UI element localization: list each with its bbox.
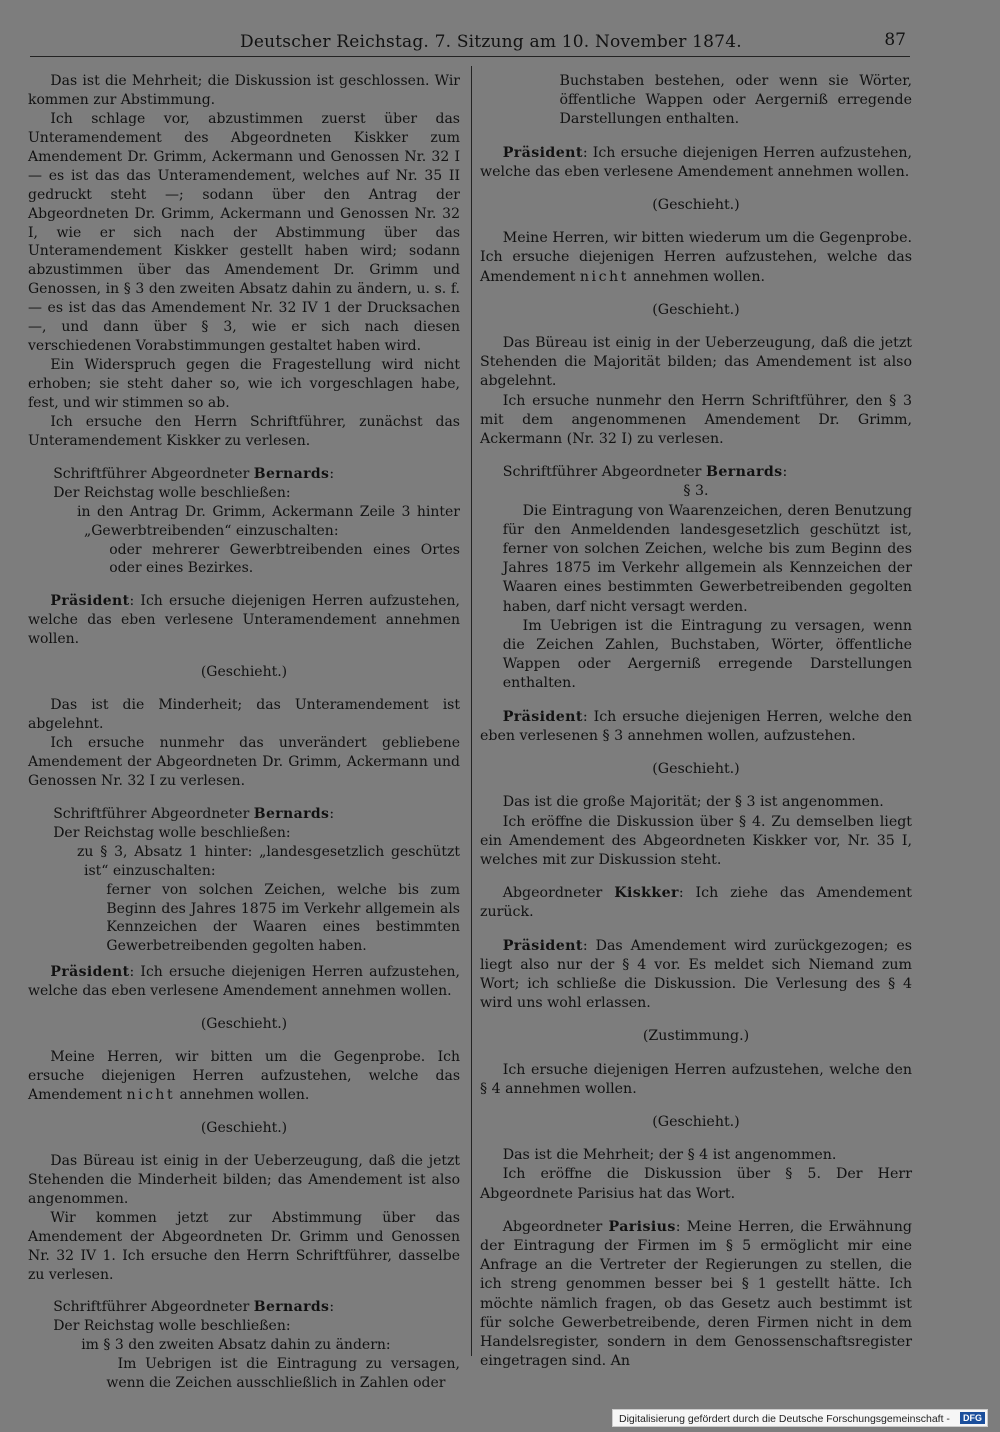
left-column	[28, 72, 460, 1393]
speaker-name: Bernards	[253, 805, 330, 822]
paragraph: Das ist die Mehrheit; die Diskussion ist geschlossen. Wir kommen zur Abstimmung.	[28, 73, 460, 108]
footer-text: Digitalisierung gefördert durch die Deutsche Forschungsgemeinschaft -	[619, 1413, 950, 1425]
president-label: Präsident	[502, 937, 583, 954]
speaker-role: Schriftführer Abgeordneter	[53, 805, 254, 822]
digitization-footer	[612, 1409, 988, 1427]
speaker-role: Schriftführer Abgeordneter	[502, 464, 706, 481]
statement-text: : Ich ersuche diejenigen Herren aufzustehen, welche das eben verlesene Amendement annehmen wollen.	[28, 964, 460, 1000]
emphasis-nicht: nicht	[579, 268, 629, 285]
speaker-role: Abgeordneter	[502, 1218, 609, 1235]
colon: :	[329, 465, 335, 482]
motion-intro: Der Reichstag wolle beschließen:	[53, 1318, 291, 1335]
speaker-line	[28, 805, 460, 824]
statement-text: : Ich ersuche diejenigen Herren, welche den eben verlesenen § 3 annehmen wollen, aufzustehen.	[480, 708, 912, 744]
motion-quote: ferner von solchen Zeichen, welche bis zum Beginn des Jahres 1875 im Verkehr allgemein als Kennzeichen der Waaren eines bestimmten Gewerbetreibenden gegolten haben.	[106, 881, 460, 955]
statement-text: : Das Amendement wird zurückgezogen; es liegt also nur der § 4 vor. Es meldet sich Niemand zum Wort; ich schließe die Diskussion. Die Verlesung des § 4 wird uns wohl erlassen.	[480, 937, 912, 1012]
paragraph: Das ist die Minderheit; das Unteramendement ist abgelehnt.	[28, 697, 460, 733]
paragraph: Ich eröffne die Diskussion über § 4. Zu demselben liegt ein Amendement des Abgeordneten Kiskker vor, Nr. 35 I, welches mit zur Diskussion steht.	[480, 813, 912, 868]
paragraph: Ich ersuche nunmehr das unverändert gebliebene Amendement der Abgeordneten Dr. Grimm, Ackermann und Genossen Nr. 32 I zu verlesen.	[28, 735, 460, 789]
column-divider	[471, 66, 472, 1356]
stage-direction: (Geschieht.)	[200, 1016, 288, 1033]
speaker-name: Parisius	[608, 1218, 676, 1235]
speaker-name: Kiskker	[614, 885, 679, 902]
paragraph: Das ist die große Majorität; der § 3 ist angenommen.	[502, 794, 884, 811]
paragraph: Ich ersuche nunmehr den Herrn Schriftführer, den § 3 mit dem angenommenen Amendement Dr. Grimm, Ackermann (Nr. 32 I) zu verlesen.	[480, 392, 912, 448]
colon: :	[782, 464, 788, 481]
speaker-line	[28, 1298, 460, 1317]
motion-intro: Der Reichstag wolle beschließen:	[53, 484, 291, 501]
text-span: annehmen wollen.	[628, 268, 765, 285]
stage-direction: (Geschieht.)	[652, 1113, 740, 1130]
speaker-statement	[480, 1218, 912, 1372]
president-label: Präsident	[50, 964, 130, 981]
paragraph: Das Büreau ist einig in der Ueberzeugung, daß die jetzt Stehenden die Minderheit bilden; das Amendement ist also angenommen.	[28, 1152, 460, 1207]
paragraph: Ein Widerspruch gegen die Fragestellung wird nicht erhoben; sie steht daher so, wie ich vorgeschlagen habe, fest, und wir stimmen so ab.	[28, 357, 460, 411]
president-label: Präsident	[502, 144, 583, 161]
president-statement	[28, 592, 460, 649]
stage-direction: (Zustimmung.)	[642, 1028, 750, 1045]
paragraph: Wir kommen jetzt zur Abstimmung über das Amendement der Abgeordneten Dr. Grimm und Genossen Nr. 32 IV 1. Ich ersuche den Herrn Schriftführer, dasselbe zu verlesen.	[28, 1209, 460, 1283]
right-column	[480, 72, 912, 1371]
speaker-name: Bernards	[253, 1299, 330, 1316]
motion-quote: oder mehrerer Gewerbtreibenden eines Ortes oder eines Bezirkes.	[109, 541, 460, 577]
president-statement	[480, 708, 912, 746]
statement-text: : Ich ersuche diejenigen Herren aufzustehen, welche das eben verlesene Amendement annehmen wollen.	[480, 144, 912, 180]
paragraph	[480, 229, 912, 287]
paragraph: Ich ersuche den Herrn Schriftführer, zunächst das Unteramendement Kiskker zu verlesen.	[28, 413, 460, 449]
speaker-name: Bernards	[253, 465, 330, 482]
paragraph	[28, 1048, 460, 1105]
stage-direction: (Geschieht.)	[652, 197, 740, 214]
president-label: Präsident	[502, 708, 583, 725]
statement-text: : Meine Herren, die Erwähnung der Eintragung der Firmen im § 5 ermöglicht mir eine Anfrage an die Vertreter der Regierungen zu stellen, die ich streng genommen besser bei § 1 gestellt hätte. Ich möchte nämlich fragen, ob das Gesetz auch bestimmt ist für solche Gewerbetreibende, deren Firmen nicht in dem Handelsregister, sondern in dem Genossenschaftsregister eingetragen sind. An	[480, 1218, 913, 1370]
president-statement	[28, 963, 460, 1001]
emphasis-nicht: nicht	[126, 1087, 176, 1103]
stage-direction: (Geschieht.)	[652, 301, 740, 318]
colon: :	[329, 1299, 335, 1316]
page-number: 87	[884, 30, 906, 50]
paragraph: Ich eröffne die Diskussion über § 5. Der Herr Abgeordnete Parisius hat das Wort.	[480, 1166, 912, 1202]
paragraph: Das Büreau ist einig in der Ueberzeugung, daß die jetzt Stehenden die Majorität bilden; das Amendement ist also abgelehnt.	[480, 335, 912, 390]
motion-text: im § 3 den zweiten Absatz dahin zu ändern:	[81, 1337, 391, 1354]
section-text: Die Eintragung von Waarenzeichen, deren Benutzung für den Anmeldenden landesgesetzlich geschützt ist, ferner von solchen Zeichen, welche bis zum Beginn des Jahres 1875 im Verkehr allgemein als Kennzeichen der Waaren eines bestimmten Gewerbetreibenden gegolten haben, darf nicht versagt werden.	[502, 502, 912, 615]
motion-text: zu § 3, Absatz 1 hinter: „landesgesetzlich geschützt ist“ einzuschalten:	[77, 843, 460, 879]
speaker-statement	[480, 884, 912, 922]
dfg-logo: DFG	[960, 1412, 985, 1424]
president-statement	[480, 937, 912, 1014]
header-title: Deutscher Reichstag. 7. Sitzung am 10. November 1874.	[240, 32, 742, 52]
president-label: Präsident	[50, 593, 130, 610]
stage-direction: (Geschieht.)	[200, 664, 288, 681]
statement-text: : Ich ersuche diejenigen Herren aufzustehen, welche das eben verlesene Unteramendement annehmen wollen.	[28, 593, 460, 648]
stage-direction: (Geschieht.)	[200, 1119, 288, 1136]
president-statement	[480, 144, 912, 182]
speaker-role: Abgeordneter	[502, 885, 615, 902]
speaker-name: Bernards	[705, 464, 783, 481]
speaker-role: Schriftführer Abgeordneter	[53, 1299, 254, 1316]
colon: :	[329, 805, 335, 822]
running-header	[30, 28, 910, 57]
section-text: Im Uebrigen ist die Eintragung zu versagen, wenn die Zeichen Zahlen, Buchstaben, Wörter, öffentliche Wappen oder Aergerniß erregende Darstellungen enthalten.	[502, 617, 912, 692]
paragraph: Das ist die Mehrheit; der § 4 ist angenommen.	[502, 1147, 837, 1164]
motion-text: in den Antrag Dr. Grimm, Ackermann Zeile 3 hinter „Gewerbtreibenden“ einzuschalten:	[77, 503, 460, 539]
speaker-line	[28, 465, 460, 484]
motion-quote: Im Uebrigen ist die Eintragung zu versagen, wenn die Zeichen ausschließlich in Zahlen oder	[106, 1356, 460, 1392]
statement-text: : Ich ziehe das Amendement zurück.	[480, 885, 912, 921]
stage-direction: (Geschieht.)	[652, 761, 740, 778]
text-span: Meine Herren, wir bitten wiederum um die Gegenprobe. Ich ersuche diejenigen Herren aufzustehen, welche das Amendement	[480, 230, 912, 285]
text-span: annehmen wollen.	[175, 1087, 310, 1103]
text-span: Meine Herren, wir bitten um die Gegenprobe. Ich ersuche diejenigen Herren aufzustehen, welche das Amendement	[28, 1049, 460, 1103]
speaker-role: Schriftführer Abgeordneter	[53, 465, 254, 482]
paragraph: Ich ersuche diejenigen Herren aufzustehen, welche den § 4 annehmen wollen.	[480, 1061, 912, 1097]
paragraph: Ich schlage vor, abzustimmen zuerst über das Unteramendement des Abgeordneten Kiskker zum Amendement Dr. Grimm, Ackermann und Genossen Nr. 32 I — es ist das das Unteramendement, welches auf Nr. 35 II gedruckt steht —; sodann über den Antrag der Abgeordneten Dr. Grimm, Ackermann und Genossen Nr. 32 I, wie er sich nach der Abstimmung über das Unteramendement Kiskker gestellt haben wird; sodann abzustimmen über das Amendement Dr. Grimm und Genossen, in § 3 den zweiten Absatz dahin zu ändern, u. s. f. — es ist das das Amendement Nr. 32 IV 1 der Drucksachen —, und dann über § 3, wie er sich nach diesen verschiedenen Vorabstimmungen gestaltet haben wird.	[28, 110, 460, 355]
motion-quote-continued: Buchstaben bestehen, oder wenn sie Wörter, öffentliche Wappen oder Aergerniß erregende Darstellungen enthalten.	[559, 73, 912, 128]
speaker-line	[480, 463, 912, 482]
motion-intro: Der Reichstag wolle beschließen:	[53, 824, 291, 841]
section-heading: § 3.	[683, 483, 709, 500]
